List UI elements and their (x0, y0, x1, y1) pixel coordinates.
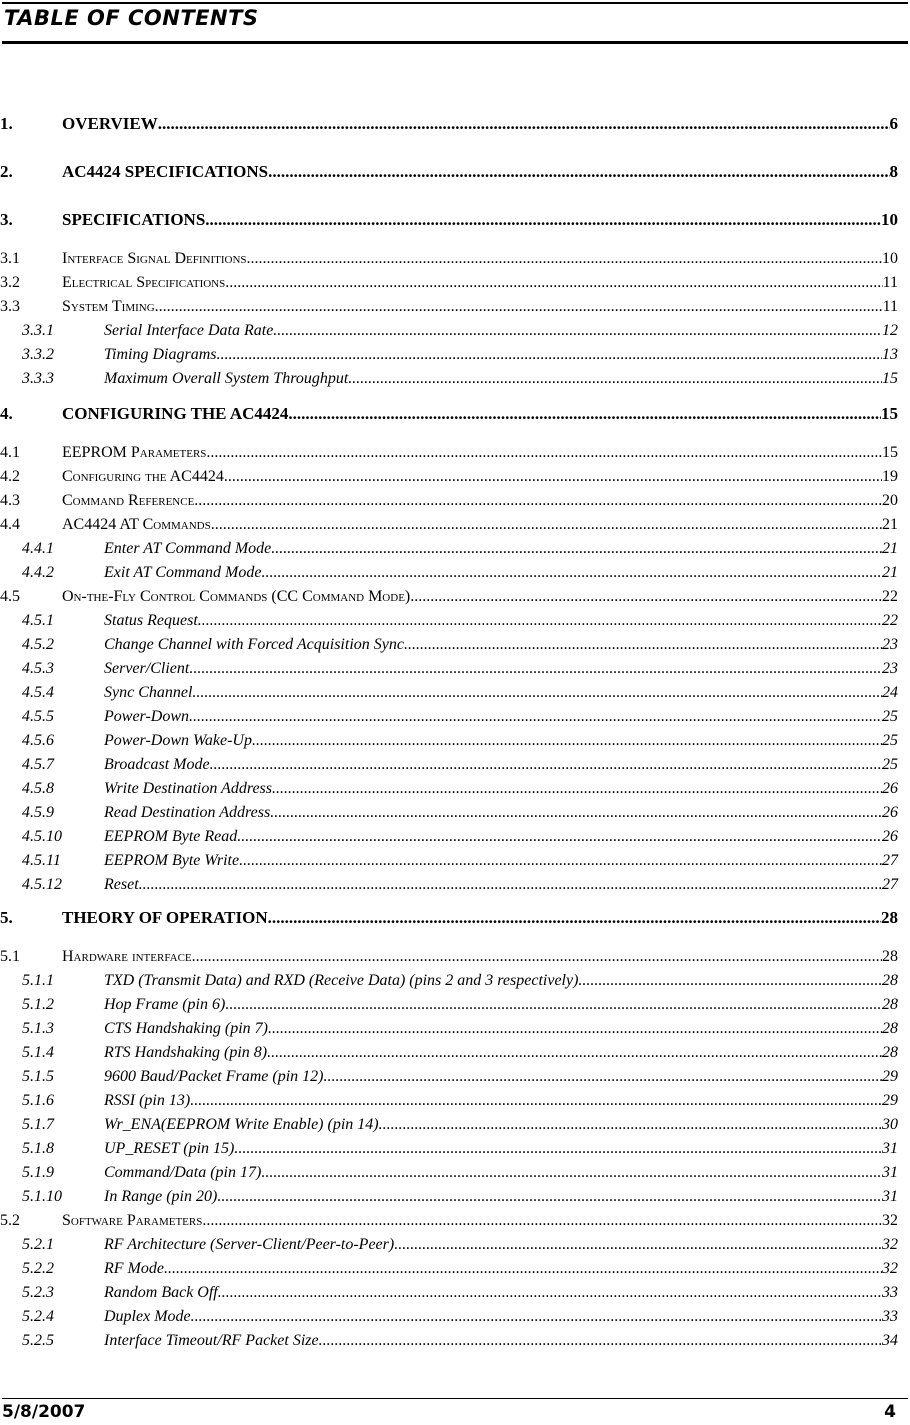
toc-entry[interactable] (0, 876, 898, 894)
toc-entry-title: Hardware interface (62, 948, 192, 965)
toc-entry-title: EEPROM Byte Write (104, 852, 240, 869)
toc-entry-page: 27 (882, 876, 898, 893)
toc-entry-number: 4.5.11 (22, 852, 61, 869)
toc-entry-title: Timing Diagrams (104, 346, 217, 363)
toc-entry-title: TXD (Transmit Data) and RXD (Receive Data) (pins 2 and 3 respectively) (104, 972, 579, 989)
toc-entry-title: Maximum Overall System Throughput (104, 370, 349, 387)
toc-entry-page: 21 (882, 516, 898, 533)
toc-entry-title: RF Mode (104, 1260, 164, 1277)
toc-entry-number: 3.3 (0, 298, 20, 315)
toc-entry-page: 28 (882, 1020, 898, 1037)
toc-entry-number: 5.1.3 (22, 1020, 54, 1037)
toc-entry-page: 28 (882, 1044, 898, 1061)
toc-entry-number: 5.2.1 (22, 1236, 54, 1253)
toc-dot-leader (348, 370, 882, 388)
toc-dot-leader (191, 1308, 882, 1326)
toc-dot-leader (261, 564, 882, 582)
header-rule-bottom (2, 41, 908, 44)
toc-entry-page: 30 (882, 1116, 898, 1133)
toc-entry-page: 31 (882, 1164, 898, 1181)
toc-entry[interactable] (0, 114, 898, 134)
toc-entry-page: 10 (882, 250, 898, 267)
toc-entry-number: 4.5.2 (22, 636, 54, 653)
toc-entry-page: 31 (882, 1188, 898, 1205)
toc-entry[interactable] (0, 612, 898, 630)
toc-entry-page: 12 (882, 322, 898, 339)
toc-entry-number: 4.5.10 (22, 828, 62, 845)
toc-entry-title: Hop Frame (pin 6) (104, 996, 226, 1013)
toc-entry-number: 4.5.4 (22, 684, 54, 701)
toc-entry[interactable] (0, 1092, 898, 1110)
toc-entry[interactable] (0, 1116, 898, 1134)
toc-entry[interactable] (0, 250, 898, 268)
toc-entry-title: Power-Down Wake-Up (104, 732, 252, 749)
toc-dot-leader (164, 1260, 882, 1278)
toc-entry[interactable] (0, 804, 898, 822)
toc-dot-leader (267, 1044, 882, 1062)
toc-entry[interactable] (0, 210, 898, 230)
toc-dot-leader (198, 612, 882, 630)
toc-entry-page: 23 (882, 660, 898, 677)
toc-entry[interactable] (0, 1236, 898, 1254)
toc-entry-page: 21 (882, 540, 898, 557)
toc-entry[interactable] (0, 996, 898, 1014)
toc-entry-number: 4.4.2 (22, 564, 54, 581)
toc-entry[interactable] (0, 636, 898, 654)
toc-dot-leader (225, 996, 882, 1014)
toc-entry-number: 5.2.4 (22, 1308, 54, 1325)
toc-entry[interactable] (0, 1308, 898, 1326)
toc-entry[interactable] (0, 404, 898, 424)
toc-dot-leader (225, 274, 882, 292)
toc-entry[interactable] (0, 1068, 898, 1086)
toc-entry-page: 22 (882, 588, 898, 605)
toc-entry-page: 21 (882, 564, 898, 581)
toc-entry-title: Power-Down (104, 708, 190, 725)
toc-entry-page: 11 (882, 274, 898, 291)
toc-entry-title: Status Request (104, 612, 198, 629)
toc-entry-title: Configuring the AC4424 (62, 468, 224, 485)
footer-date: 5/8/2007 (2, 1402, 86, 1422)
toc-entry-page: 28 (882, 948, 898, 965)
toc-dot-leader (268, 162, 889, 182)
toc-entry-page: 34 (882, 1332, 898, 1349)
toc-entry[interactable] (0, 1212, 898, 1230)
toc-entry-title: RF Architecture (Server-Client/Peer-to-Peer) (104, 1236, 395, 1253)
toc-entry-number: 5.2.2 (22, 1260, 54, 1277)
toc-entry-number: 4.2 (0, 468, 20, 485)
toc-entry[interactable] (0, 948, 898, 966)
toc-entry-page: 6 (889, 114, 898, 133)
toc-dot-leader (268, 1020, 882, 1038)
toc-entry-title: RTS Handshaking (pin 8) (104, 1044, 268, 1061)
toc-entry[interactable] (0, 852, 898, 870)
toc-entry[interactable] (0, 732, 898, 750)
toc-entry-number: 5.2.3 (22, 1284, 54, 1301)
toc-dot-leader (252, 732, 882, 750)
toc-dot-leader (217, 1188, 882, 1206)
toc-entry-title: System Timing (62, 298, 155, 315)
toc-entry-page: 28 (881, 908, 898, 927)
toc-entry-number: 5.1.10 (22, 1188, 62, 1205)
toc-entry-number: 4.1 (0, 444, 20, 461)
toc-entry-title: Sync Channel (104, 684, 193, 701)
toc-entry-number: 1. (0, 114, 13, 133)
toc-dot-leader (234, 1140, 882, 1158)
toc-entry-title: CONFIGURING THE AC4424 (62, 404, 289, 423)
toc-dot-leader (247, 250, 882, 268)
toc-entry-number: 4.5.12 (22, 876, 62, 893)
toc-dot-leader (237, 828, 882, 846)
toc-entry-number: 3.1 (0, 250, 20, 267)
toc-entry-number: 5. (0, 908, 13, 927)
toc-dot-leader (192, 684, 882, 702)
toc-entry-page: 10 (881, 210, 898, 229)
toc-entry-number: 4.5.1 (22, 612, 54, 629)
toc-dot-leader (270, 804, 882, 822)
toc-entry[interactable] (0, 1140, 898, 1158)
toc-entry[interactable] (0, 756, 898, 774)
toc-dot-leader (410, 588, 882, 606)
toc-dot-leader (216, 346, 882, 364)
toc-entry-number: 5.1.5 (22, 1068, 54, 1085)
toc-entry-page: 13 (882, 346, 898, 363)
toc-dot-leader (261, 1164, 882, 1182)
toc-dot-leader (205, 210, 881, 230)
toc-entry-number: 4.4 (0, 516, 20, 533)
toc-entry-number: 4.5.8 (22, 780, 54, 797)
toc-entry-page: 28 (882, 996, 898, 1013)
toc-entry-page: 15 (882, 370, 898, 387)
page-title: TABLE OF CONTENTS (4, 6, 259, 30)
toc-entry[interactable] (0, 370, 898, 388)
toc-entry-page: 29 (882, 1092, 898, 1109)
toc-entry[interactable] (0, 468, 898, 486)
footer-page-number: 4 (884, 1402, 896, 1422)
toc-entry-title: OVERVIEW (62, 114, 158, 133)
toc-entry-title: Wr_ENA(EEPROM Write Enable) (pin 14) (104, 1116, 379, 1133)
toc-entry[interactable] (0, 444, 898, 462)
toc-entry-title: Command/Data (pin 17) (104, 1164, 262, 1181)
toc-dot-leader (239, 852, 882, 870)
toc-entry[interactable] (0, 540, 898, 558)
toc-entry-title: Broadcast Mode (104, 756, 210, 773)
toc-entry-number: 4.4.1 (22, 540, 54, 557)
toc-entry[interactable] (0, 660, 898, 678)
toc-entry-title: Write Destination Address (104, 780, 272, 797)
toc-dot-leader (273, 322, 882, 340)
toc-entry-page: 28 (882, 972, 898, 989)
toc-entry-page: 33 (882, 1284, 898, 1301)
toc-dot-leader (379, 1116, 882, 1134)
toc-dot-leader (394, 1236, 882, 1254)
toc-entry-page: 25 (882, 756, 898, 773)
toc-dot-leader (324, 1068, 883, 1086)
toc-entry-page: 26 (882, 780, 898, 797)
toc-entry-number: 3. (0, 210, 13, 229)
toc-entry-page: 31 (882, 1140, 898, 1157)
toc-entry-number: 5.1.1 (22, 972, 54, 989)
toc-entry-number: 3.3.1 (22, 322, 54, 339)
toc-entry-title: Electrical Specifications (62, 274, 226, 291)
toc-entry[interactable] (0, 684, 898, 702)
toc-entry-page: 25 (882, 732, 898, 749)
toc-entry[interactable] (0, 346, 898, 364)
toc-entry-title: Interface Signal Definitions (62, 250, 247, 267)
toc-entry-number: 5.2 (0, 1212, 20, 1229)
toc-dot-leader (155, 298, 883, 316)
toc-entry-number: 3.2 (0, 274, 20, 291)
toc-entry[interactable] (0, 780, 898, 798)
toc-entry[interactable] (0, 516, 898, 534)
toc-entry-title: CTS Handshaking (pin 7) (104, 1020, 268, 1037)
toc-entry-title: Random Back Off (104, 1284, 218, 1301)
toc-entry-title: On-the-Fly Control Commands (CC Command Mode) (62, 588, 411, 605)
toc-entry[interactable] (0, 1044, 898, 1062)
toc-dot-leader (190, 1092, 882, 1110)
toc-dot-leader (404, 636, 882, 654)
toc-entry-page: 26 (882, 804, 898, 821)
toc-entry[interactable] (0, 298, 898, 316)
toc-dot-leader (224, 468, 882, 486)
toc-entry-number: 3.3.2 (22, 346, 54, 363)
toc-entry-page: 32 (882, 1260, 898, 1277)
toc-entry-number: 4.3 (0, 492, 20, 509)
toc-entry-title: Duplex Mode (104, 1308, 191, 1325)
toc-entry-title: RSSI (pin 13) (104, 1092, 191, 1109)
toc-dot-leader (206, 444, 882, 462)
toc-entry-title: Serial Interface Data Rate (104, 322, 274, 339)
toc-entry[interactable] (0, 162, 898, 182)
toc-entry-number: 5.1.4 (22, 1044, 54, 1061)
toc-entry-number: 4.5.6 (22, 732, 54, 749)
toc-entry-number: 5.2.5 (22, 1332, 54, 1349)
header-rule-top (2, 2, 908, 4)
toc-entry-title: Change Channel with Forced Acquisition Sync (104, 636, 404, 653)
toc-entry-page: 29 (882, 1068, 898, 1085)
toc-entry[interactable] (0, 828, 898, 846)
toc-entry-title: EEPROM Parameters (62, 444, 207, 461)
toc-entry-number: 4. (0, 404, 13, 423)
toc-dot-leader (158, 114, 890, 134)
toc-entry[interactable] (0, 588, 898, 606)
toc-dot-leader (272, 780, 882, 798)
toc-entry-page: 15 (881, 404, 898, 423)
toc-entry[interactable] (0, 564, 898, 582)
toc-dot-leader (578, 972, 882, 990)
toc-entry-title: Read Destination Address (104, 804, 271, 821)
toc-entry[interactable] (0, 972, 898, 990)
toc-entry-page: 32 (882, 1212, 898, 1229)
toc-dot-leader (139, 876, 882, 894)
toc-entry[interactable] (0, 1164, 898, 1182)
toc-entry-number: 5.1 (0, 948, 20, 965)
toc-entry-title: Interface Timeout/RF Packet Size (104, 1332, 319, 1349)
toc-dot-leader (271, 540, 882, 558)
toc-dot-leader (218, 1284, 882, 1302)
toc-entry[interactable] (0, 908, 898, 928)
toc-entry-title: In Range (pin 20) (104, 1188, 218, 1205)
toc-entry-title: EEPROM Byte Read (104, 828, 238, 845)
toc-dot-leader (192, 948, 882, 966)
toc-entry-number: 5.1.2 (22, 996, 54, 1013)
toc-dot-leader (202, 1212, 882, 1230)
toc-entry-number: 2. (0, 162, 13, 181)
toc-entry-number: 5.1.9 (22, 1164, 54, 1181)
toc-entry-number: 4.5.5 (22, 708, 54, 725)
toc-entry-page: 8 (889, 162, 898, 181)
toc-dot-leader (319, 1332, 882, 1350)
toc-entry-page: 22 (882, 612, 898, 629)
toc-entry-page: 11 (882, 298, 898, 315)
toc-entry-page: 26 (882, 828, 898, 845)
toc-entry-number: 4.5.3 (22, 660, 54, 677)
toc-dot-leader (189, 660, 882, 678)
toc-entry-page: 32 (882, 1236, 898, 1253)
toc-dot-leader (194, 492, 882, 510)
toc-dot-leader (211, 516, 882, 534)
toc-entry-number: 4.5.9 (22, 804, 54, 821)
toc-entry-page: 24 (882, 684, 898, 701)
toc-entry[interactable] (0, 1188, 898, 1206)
toc-dot-leader (210, 756, 882, 774)
toc-entry-title: AC4424 SPECIFICATIONS (62, 162, 269, 181)
toc-entry-title: Enter AT Command Mode (104, 540, 272, 557)
toc-entry[interactable] (0, 1332, 898, 1350)
toc-entry-page: 20 (882, 492, 898, 509)
toc-entry[interactable] (0, 1260, 898, 1278)
toc-entry-title: Exit AT Command Mode (104, 564, 262, 581)
toc-entry-page: 33 (882, 1308, 898, 1325)
toc-entry-number: 3.3.3 (22, 370, 54, 387)
toc-entry-title: 9600 Baud/Packet Frame (pin 12) (104, 1068, 324, 1085)
toc-entry-page: 19 (882, 468, 898, 485)
toc-entry[interactable] (0, 274, 898, 292)
toc-entry-page: 23 (882, 636, 898, 653)
toc-entry-number: 5.1.8 (22, 1140, 54, 1157)
toc-entry-page: 15 (882, 444, 898, 461)
toc-entry-title: THEORY OF OPERATION (62, 908, 268, 927)
toc-entry-number: 4.5 (0, 588, 20, 605)
toc-entry-number: 4.5.7 (22, 756, 54, 773)
toc-entry-number: 5.1.6 (22, 1092, 54, 1109)
toc-entry-title: Reset (104, 876, 139, 893)
toc-entry-title: Server/Client (104, 660, 190, 677)
toc-entry[interactable] (0, 1284, 898, 1302)
toc-dot-leader (189, 708, 882, 726)
toc-dot-leader (268, 908, 881, 928)
toc-entry-title: Software Parameters (62, 1212, 203, 1229)
toc-entry-title: UP_RESET (pin 15) (104, 1140, 235, 1157)
footer-rule (2, 1398, 908, 1399)
toc-entry-number: 5.1.7 (22, 1116, 54, 1133)
toc-entry-page: 25 (882, 708, 898, 725)
toc-entry-title: SPECIFICATIONS (62, 210, 206, 229)
toc-entry-page: 27 (882, 852, 898, 869)
toc-entry-title: Command Reference (62, 492, 195, 509)
toc-entry[interactable] (0, 1020, 898, 1038)
toc-entry-title: AC4424 AT Commands (62, 516, 211, 533)
toc-dot-leader (288, 404, 881, 424)
toc-entry[interactable] (0, 322, 898, 340)
toc-entry[interactable] (0, 492, 898, 510)
toc-entry[interactable] (0, 708, 898, 726)
